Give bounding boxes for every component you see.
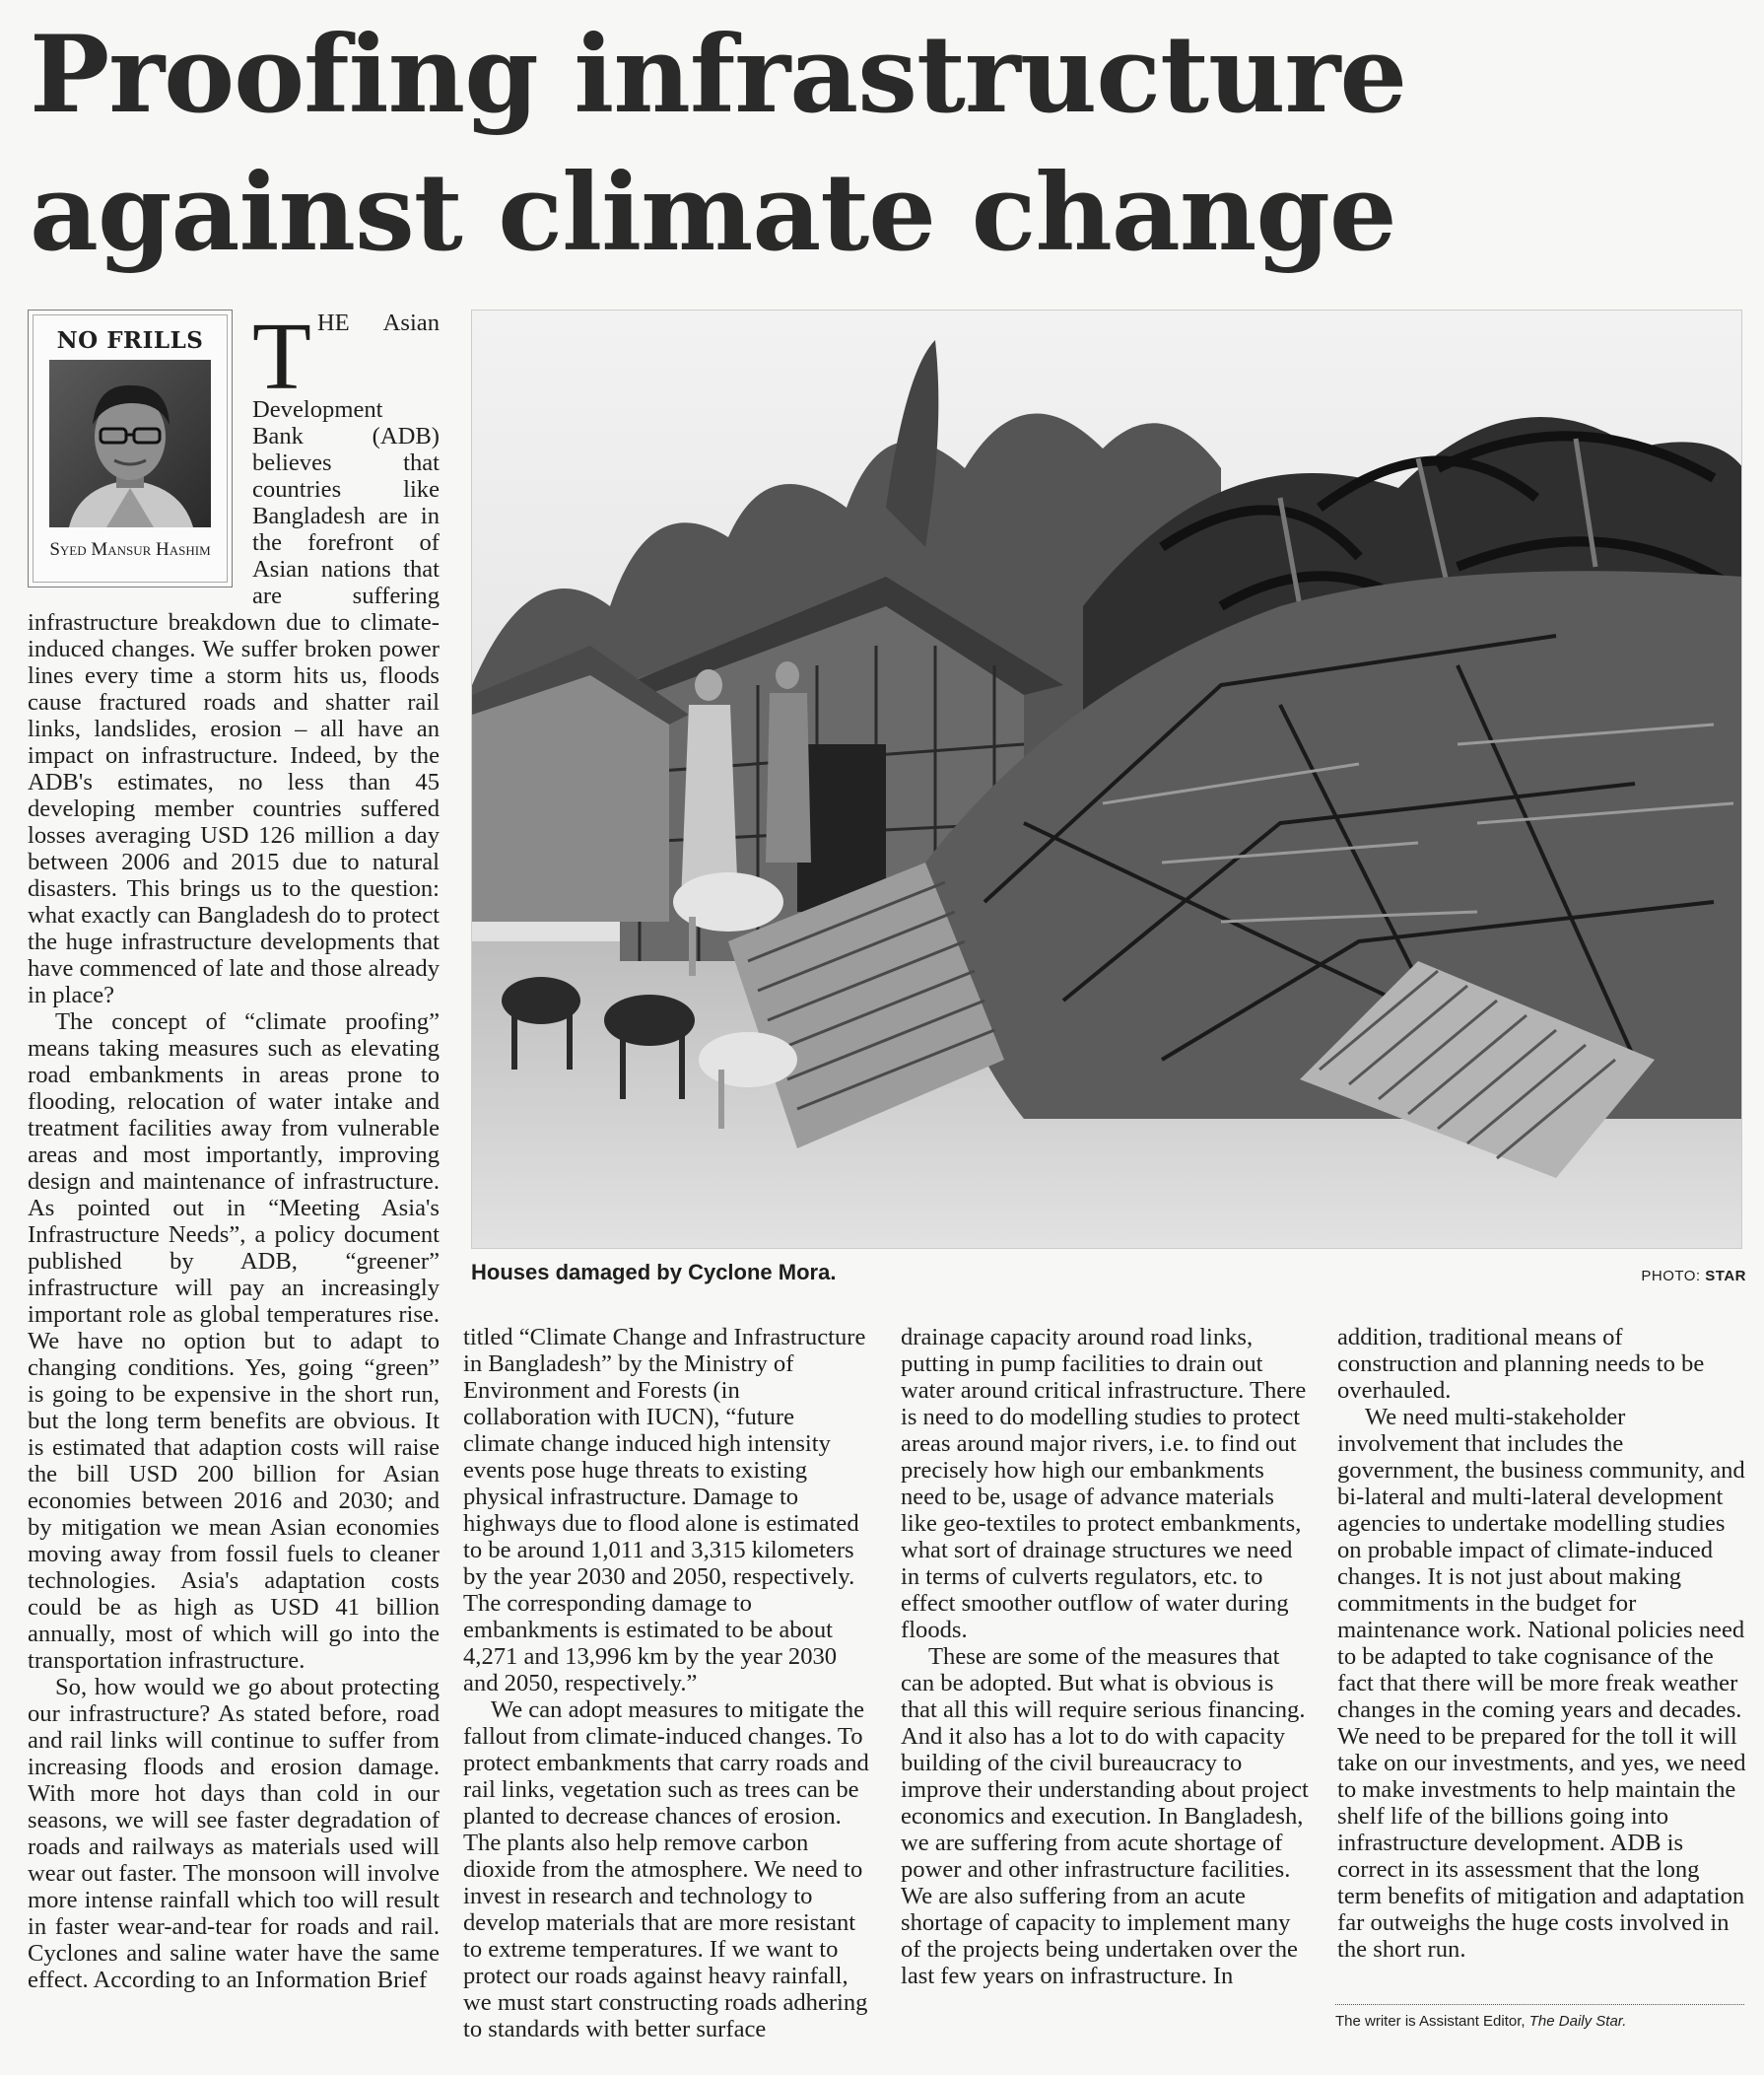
- article-photo: [471, 310, 1742, 1249]
- writer-note: [1335, 2004, 1744, 2030]
- article-column-4: [1337, 1324, 1746, 1963]
- paragraph: addition, traditional means of construction and planning needs to be overhauled.: [1337, 1324, 1705, 1404]
- headline: [30, 6, 1725, 282]
- paragraph: The concept of “climate proofing” means taking measures such as elevating road embankments in areas prone to flooding, relocation of water intake and treatment facilities away from vulnerable areas and most importantly, improving design and maintenance of infrastructure. As pointed out in “Meeting Asia's Infrastructure Needs”, a policy document published by ADB, “greener” infrastructure will pay an increasingly important role as global temperatures rise. We have no option but to adapt to changing conditions. Yes, going “green” is going to be expensive in the short run, but the long term benefits are obvious. It is estimated that adaption costs will raise the bill USD 200 billion for Asian economies between 2016 and 2030; and by mitigation we mean Asian economies moving away from fossil fuels to cleaner technologies. Asia's adaptation costs could be as high as USD 41 billion annually, most of which will go into the transportation infrastructure.: [28, 1008, 440, 1674]
- column-name: NO FRILLS: [56, 327, 204, 354]
- paragraph: These are some of the measures that can be adopted. But what is obvious is that all this will require serious financing. And it also has a lot to do with capacity building of the civil bureaucracy to improve their understanding about project economics and execution. In Bangladesh, we are suffering from acute shortage of power and other infrastructure facilities. We are also suffering from an acute shortage of capacity to implement many of the projects being undertaken over the last few years on infrastructure. In: [901, 1643, 1309, 1989]
- paragraph: So, how would we go about protecting our infrastructure? As stated before, road and rail links will continue to suffer from increasing floods and erosion damage. With more hot days than cold in our seasons, we will see faster degradation of roads and railways as materials used will wear out faster. The monsoon will involve more intense rainfall which too will result in faster wear-and-tear for roads and rail. Cyclones and saline water have the same effect. According to an Information Brief: [28, 1674, 440, 1993]
- writer-name: Syed Mansur Hashim: [49, 539, 211, 560]
- article-column-3: [901, 1324, 1309, 1989]
- byline-box: [28, 310, 233, 588]
- article-column-2: [463, 1324, 871, 2042]
- article-column-1: [28, 304, 440, 1993]
- photo-credit: [1641, 1268, 1746, 1284]
- headline-line-2: against climate change: [30, 151, 1396, 275]
- photo-credit-label: PHOTO:: [1641, 1268, 1701, 1284]
- author-portrait: [49, 360, 211, 527]
- headline-line-1: Proofing infrastructure: [30, 13, 1407, 137]
- photo-credit-source: STAR: [1705, 1268, 1746, 1284]
- cyclone-damage-photo: [472, 311, 1742, 1249]
- paragraph: HE Asian Development Bank (ADB) believes that countries like Bangladesh are in the forefront of Asian nations that are suffering infrastructure breakdown due to climate-induced changes. We suffer broken power lines every time a storm hits us, floods cause fractured roads and shatter rail links, landslides, erosion – all have an impact on infrastructure. Indeed, by the ADB's estimates, no less than 45 developing member countries suffered losses averaging USD 126 million a day between 2006 and 2015 due to natural disasters. This brings us to the question: what exactly can Bangladesh do to protect the huge infrastructure developments that have commenced of late and those already in place?: [28, 310, 440, 1008]
- publication-name: The Daily Star.: [1528, 2013, 1627, 2030]
- paragraph: We need multi-stakeholder involvement that includes the government, the business community, and bi-lateral and multi-lateral development agencies to undertake modelling studies on probable impact of climate-induced changes. It is not just about making commitments in the budget for maintenance work. National policies need to be adapted to take cognisance of the fact that there will be more freak weather changes in the coming years and decades. We need to be prepared for the toll it will take on our investments, and yes, we need to make investments to help maintain the shelf life of the billions going into infrastructure development. ADB is correct in its assessment that the long term benefits of mitigation and adaptation far outweighs the huge costs involved in the short run.: [1337, 1404, 1746, 1963]
- drop-cap: T: [252, 304, 311, 410]
- photo-caption: Houses damaged by Cyclone Mora.: [471, 1260, 837, 1284]
- writer-note-text: The writer is Assistant Editor,: [1335, 2013, 1526, 2030]
- paragraph: drainage capacity around road links, putting in pump facilities to drain out water around critical infrastructure. There is need to do modelling studies to protect areas around major rivers, i.e. to find out precisely how high our embankments need to be, usage of advance materials like geo-textiles to protect embankments, what sort of drainage structures we need in terms of culverts regulators, etc. to effect smoother outflow of water during floods.: [901, 1324, 1307, 1643]
- paragraph: We can adopt measures to mitigate the fallout from climate-induced changes. To protect embankments that carry roads and rail links, vegetation such as trees can be planted to decrease chances of erosion. The plants also help remove carbon dioxide from the atmosphere. We need to invest in research and technology to develop materials that are more resistant to extreme temperatures. If we want to protect our roads against heavy rainfall, we must start constructing roads adhering to standards with better surface: [463, 1696, 869, 2042]
- paragraph: titled “Climate Change and Infrastructure in Bangladesh” by the Ministry of Environment and Forests (in collaboration with IUCN), “future climate change induced high intensity events pose huge threats to existing physical infrastructure. Damage to highways due to flood alone is estimated to be around 1,011 and 3,315 kilometers by the year 2030 and 2050, respectively. The corresponding damage to embankments is estimated to be about 4,271 and 13,996 km by the year 2030 and 2050, respectively.”: [463, 1324, 866, 1696]
